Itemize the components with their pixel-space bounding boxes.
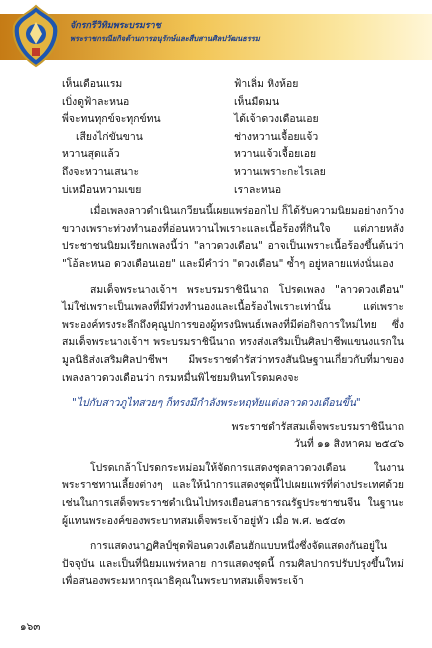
- verse-line: ช่างหวานเจื้อยแจ้ว: [234, 130, 319, 143]
- header-title: จักรกรีวิทิมพระบรมราช: [70, 21, 161, 31]
- verse-line: หวานแจ้วเจื้อยเอย: [234, 148, 317, 161]
- song-verse: [62, 76, 404, 199]
- verse-line: ถึงจะหวานเสนาะ: [62, 165, 140, 178]
- header-subtitle: พระราชกรณียกิจด้านการอนุรักษ์และสืบสานศิลปวัฒนธรรม: [70, 34, 260, 43]
- verse-line: ฟ้าเลิ่ม หิงห้อย: [234, 78, 299, 90]
- verse-line: เห็นมืดมน: [234, 95, 280, 108]
- paragraph-2: สมเด็จพระนางเจ้าฯ พระบรมราชินีนาถ โปรดเพลง "ลาวดวงเดือน" ไม่ใช่เพราะเป็นเพลงที่มีท่วงทำนองและเนื้อร้องไพเราะเท่านั้น แต่เพราะพระองค์ทรงระลึกถึงคุณูปการของผู้ทรงนิพนธ์เพลงที่มีต่อกิจการใหม่ไทย ซึ่งสมเด็จพระนางเจ้าฯ พระบรมราชินีนาถ ทรงส่งเสริมเป็นศิลปาชีพแขนงแรกในมูลนิธิส่งเสริมศิลปาชีพฯ มีพระราชดำรัสว่าทรงสันนิษฐานเกี่ยวกับที่มาของเพลงลาวดวงเดือนว่า กรมหมื่นพิไชยมหินทโรดมคงจะ: [62, 283, 404, 384]
- verse-line: พี่จะทนทุกข์จะทุกข์ทน: [62, 113, 161, 126]
- page-header: [0, 0, 432, 72]
- paragraph-3: โปรดเกล้าโปรดกระหม่อมให้จัดการแสดงชุดลาวดวงเดือน ในงานพระราชทานเลี้ยงต่างๆ และให้นำการแสดงชุดนี้ไปเผยแพร่ที่ต่างประเทศด้วย เช่นในการเสด็จพระราชดำเนินไปทรงเยือนสาธารณรัฐประชาชนจีน ในฐานะผู้แทนพระองค์ของพระบาทสมเด็จพระเจ้าอยู่หัว เมื่อ พ.ศ. ๒๕๔๓: [62, 461, 404, 527]
- verse-line: บ่เหมือนหวามเขย: [62, 183, 142, 196]
- page-number: ๑๖๓: [20, 621, 41, 633]
- paragraph-4: การแสดงนาฏศิลป์ชุดฟ้อนดวงเดือนฮักแบบหนึ่งซึ่งจัดแสดงกันอยู่ในปัจจุบัน และเป็นที่นิยมแพร่หลาย การแสดงชุดนี้ กรมศิลปากรปรับปรุงขึ้นใหม่เพื่อสนองพระมหากรุณาธิคุณในพระบาทสมเด็จพระเจ้า: [62, 540, 404, 588]
- page-content: [62, 76, 404, 591]
- quote-attribution: พระราชดำรัสสมเด็จพระบรมราชินีนาถ: [231, 420, 404, 433]
- verse-line: เบิ่งดูฟ้าละหนอ: [62, 95, 130, 108]
- verse-line: เห็นเดือนแรม: [62, 78, 123, 90]
- paragraph-1: เมื่อเพลงลาวดำเนินเกวียนนี้เผยแพร่ออกไป ก็ได้รับความนิยมอย่างกว้างขวางเพราะท่วงทำนองที่อ่อนหวานไพเราะและเนื้อร้องที่กินใจ แต่ภายหลังประชาชนนิยมเรียกเพลงนี้ว่า "ลาวดวงเดือน" อาจเป็นเพราะเนื้อร้องขึ้นต้นว่า "โอ้ละหนอ ดวงเดือนเอย" และมีคำว่า "ดวงเดือน" ซ้ำๆ อยู่หลายแห่งนั่นเอง: [62, 205, 404, 270]
- royal-quote: "ไปกับสาวภูไทสวยๆ ก็ทรงมีกำลังพระหฤทัยแต่งลาวดวงเดือนขึ้น": [72, 397, 361, 410]
- verse-line: หวานเพราะกะไรเลย: [234, 165, 326, 178]
- verse-line: เราละหนอ: [234, 183, 282, 196]
- verse-line: หวานสุดแล้ว: [62, 148, 120, 161]
- verse-line: เสียงไก่ขันขาน: [76, 130, 143, 143]
- royal-emblem-icon: [8, 4, 64, 68]
- quote-date: วันที่ ๑๑ สิงหาคม ๒๕๔๖: [294, 438, 404, 451]
- verse-line: ได้เจ้าดวงเดือนเอย: [234, 113, 319, 126]
